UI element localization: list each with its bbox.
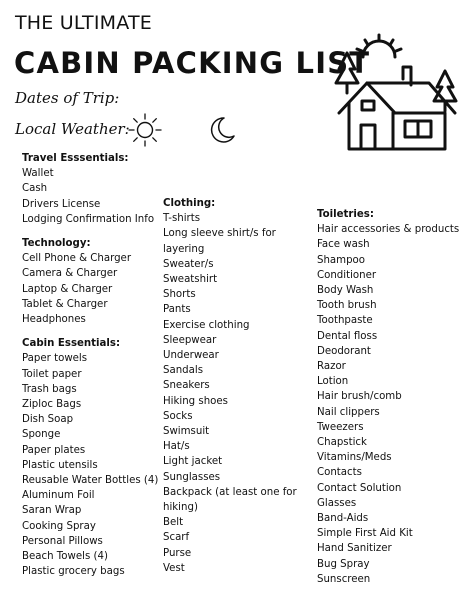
section-title-toiletries: Toiletries: [317,209,374,220]
list-item: Cooking Spray [22,520,96,532]
list-item: Paper plates [22,444,86,456]
list-item: Socks [163,410,193,422]
list-item: Wallet [22,168,54,180]
list-item: Belt [163,517,184,529]
list-item: Sunglasses [163,471,221,483]
list-item: Headphones [22,314,86,326]
list-item: Long sleeve shirt/s for [163,228,276,240]
list-item: Plastic grocery bags [22,566,125,578]
list-item: hiking) [163,502,198,514]
list-item: Reusable Water Bottles (4) [22,475,159,487]
cabin-illustration [333,33,461,153]
list-item: Saran Wrap [22,505,82,517]
column-right [317,207,459,587]
list-item: Cell Phone & Charger [22,253,132,265]
weather-label: Local Weather: [15,120,130,138]
list-item: Sweatshirt [163,274,218,286]
list-item: Backpack (at least one for [163,486,297,498]
list-item: Trash bags [22,383,77,395]
list-item: Light jacket [163,456,223,468]
list-item: Scarf [163,532,190,544]
section-title-cabin: Cabin Essentials: [22,338,121,350]
list-item: Dental floss [317,330,378,342]
list-item: Chapstick [317,437,367,449]
list-item: Hat/s [163,441,190,453]
list-item: Shampoo [317,254,366,266]
list-item: Hair brush/comb [317,391,402,403]
list-item: Razor [317,361,346,373]
list-item: Conditioner [317,269,377,281]
list-item: Lotion [317,376,349,388]
list-item: Pants [163,304,191,316]
list-item: Contacts [317,467,362,479]
list-item: Nail clippers [317,406,380,418]
list-item: Aluminum Foil [22,490,95,502]
list-item: Sweater/s [163,258,214,270]
section-title-clothing: Clothing: [163,198,216,209]
list-item: Toilet paper [22,368,82,380]
list-item: Toothpaste [317,315,373,327]
list-item: Hand Sanitizer [317,543,392,555]
list-item: T-shirts [163,213,201,225]
list-item: Bug Spray [317,558,370,570]
list-item: Drivers License [22,198,101,210]
column-middle [163,196,297,576]
dates-label: Dates of Trip: [15,89,120,107]
list-item: Hair accessories & products [317,224,460,236]
list-item: Contact Solution [317,482,402,494]
list-item: Underwear [163,350,219,362]
section-title-travel: Travel Esssentials: [22,153,129,164]
list-item: Deodorant [317,345,371,357]
page-title: CABIN PACKING LIST [14,46,371,80]
list-item: Simple First Aid Kit [317,528,413,540]
list-item: Paper towels [22,353,88,365]
list-item: Ziploc Bags [22,399,82,411]
list-item: Sponge [22,429,61,441]
list-item: Band-Aids [317,513,369,525]
section-title-technology: Technology: [22,238,91,250]
list-item: Sandals [163,365,204,377]
moon-icon [207,115,237,145]
list-item: Face wash [317,239,370,251]
list-item: Vitamins/Meds [317,452,392,464]
list-item: Dish Soap [22,414,74,426]
list-item: Purse [163,547,192,559]
list-item: Sleepwear [163,334,217,346]
list-item: Swimsuit [163,426,210,438]
list-item: Tablet & Charger [22,298,108,310]
list-item: Sneakers [163,380,210,392]
list-item: Shorts [163,289,196,301]
title-top: THE ULTIMATE [15,12,152,34]
list-item: layering [163,243,205,255]
list-item: Laptop & Charger [22,283,113,295]
list-item: Personal Pillows [22,535,103,547]
list-item: Plastic utensils [22,459,98,471]
list-item: Body Wash [317,285,374,297]
list-item: Hiking shoes [163,395,228,407]
list-item: Cash [22,183,48,195]
list-item: Tweezers [317,421,364,433]
list-item: Lodging Confirmation Info [22,213,155,225]
list-item: Tooth brush [317,300,377,312]
list-item: Beach Towels (4) [22,551,108,563]
list-item: Camera & Charger [22,268,118,280]
column-left [22,151,158,579]
sun-icon [127,112,163,148]
list-item: Sunscreen [317,573,371,585]
list-item: Vest [163,562,185,574]
list-item: Exercise clothing [163,319,250,331]
list-item: Glasses [317,497,357,509]
